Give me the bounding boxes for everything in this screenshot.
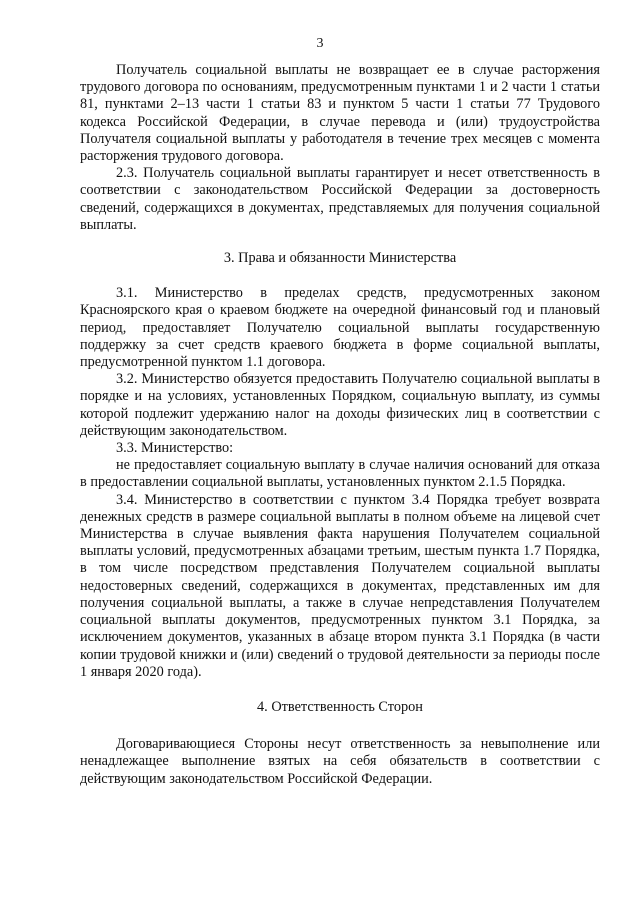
paragraph-4-1: Договаривающиеся Стороны несут ответственность за невыполнение или ненадлежащее выполнение взятых на себя обязательств в соответствии с действующим законодательством Российской Федерации.	[80, 736, 600, 787]
section-3-heading: 3. Права и обязанности Министерства	[223, 250, 457, 267]
page-number: 3	[316, 36, 324, 51]
paragraph-refund-conditions: Получатель социальной выплаты не возвращает ее в случае расторжения трудового договора по основаниям, предусмотренным пунктами 1 и 2 части 1 статьи 81, пунктами 2–13 части 1 статьи 83 и пунктом 5 части 1 статьи 77 Трудового кодекса Российской Федерации, в случае перевода и (или) трудоустройства Получателя социальной выплаты у работодателя в течение трех месяцев с момента расторжения трудового договора.	[80, 62, 600, 165]
paragraph-3-3: 3.3. Министерство:	[116, 440, 234, 457]
paragraph-2-3: 2.3. Получатель социальной выплаты гарантирует и несет ответственность в соответствии с законодательством Российской Федерации за достоверность сведений, содержащихся в документах, представляемых для получения социальной выплаты.	[80, 165, 600, 233]
document-body	[80, 62, 600, 788]
paragraph-3-3-item: не предоставляет социальную выплату в случае наличия оснований для отказа в предоставлении социальной выплаты, установленных пунктом 2.1.5 Порядка.	[80, 457, 600, 491]
section-4-heading: 4. Ответственность Сторон	[257, 698, 423, 715]
paragraph-3-1: 3.1. Министерство в пределах средств, предусмотренных законом Красноярского края о краевом бюджете на очередной финансовый год и плановый период, предоставляет Получателю социальной выплаты государственную поддержку за счет средств краевого бюджета в форме социальной выплаты, предусмотренной пунктом 1.1 договора.	[80, 285, 600, 371]
paragraph-3-2: 3.2. Министерство обязуется предоставить Получателю социальной выплаты в порядке и на условиях, установленных Порядком, социальную выплату, из суммы которой подлежит удержанию налог на доходы физических лиц в соответствии с действующим законодательством.	[80, 371, 600, 439]
paragraph-3-4: 3.4. Министерство в соответствии с пунктом 3.4 Порядка требует возврата денежных средств в размере социальной выплаты в полном объеме на лицевой счет Министерства в случае выявления факта нарушения Получателем социальной выплаты условий, предусмотренных абзацами третьим, шестым пункта 1.7 Порядка, в том числе посредством представления Получателем социальной выплаты недостоверных сведений, содержащихся в документах, представленных им для получения социальной выплаты, а также в случае непредставления Получателем социальной выплаты документов, предусмотренных пунктом 3.1 Порядка, за исключением документов, указанных в абзаце втором пункта 3.1 Порядка (в части копии трудовой книжки и (или) сведений о трудовой деятельности за периоды после 1 января 2020 года).	[80, 491, 600, 680]
